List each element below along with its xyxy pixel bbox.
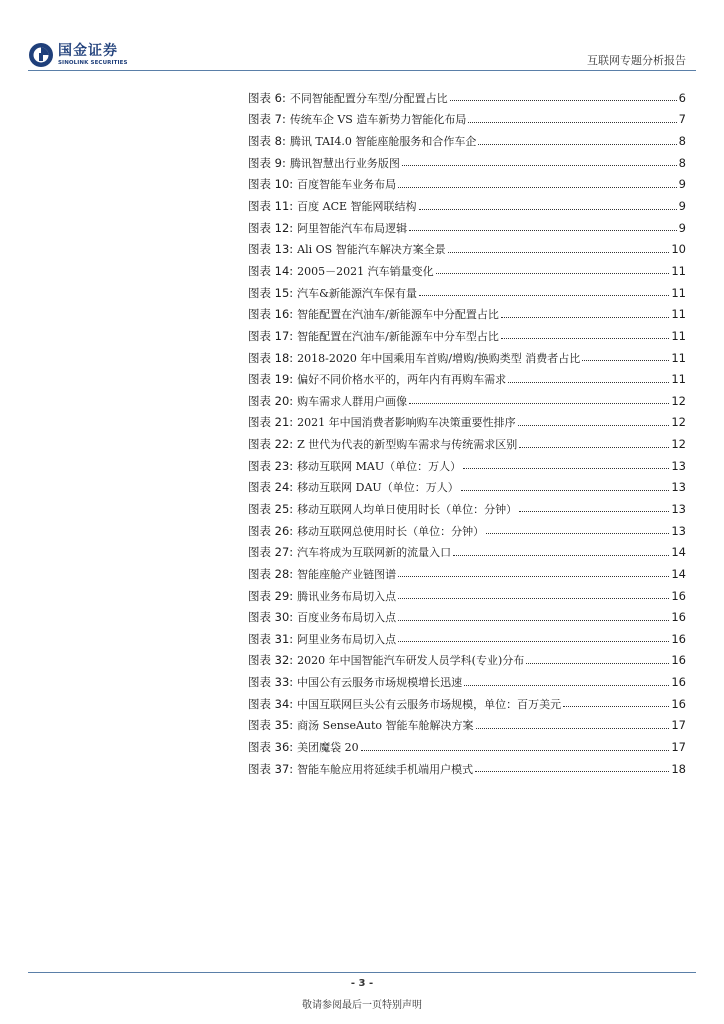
toc-entry-label: 图表 37: (248, 761, 294, 776)
toc-leader-dots (398, 576, 669, 577)
toc-leader-dots (501, 338, 669, 339)
toc-entry-label: 图表 6: (248, 90, 286, 105)
toc-entry-title: 腾讯智慧出行业务版图 (289, 156, 400, 170)
toc-entry-page: 9 (678, 177, 686, 192)
toc-entry[interactable] (248, 628, 686, 650)
toc-entry-page: 9 (678, 199, 686, 214)
toc-entry-label: 图表 32: (248, 653, 294, 668)
toc-leader-dots (419, 209, 677, 210)
toc-leader-dots (409, 403, 669, 404)
toc-leader-dots (398, 620, 669, 621)
toc-entry-label: 图表 8: (248, 134, 286, 149)
toc-entry[interactable] (248, 606, 686, 628)
toc-entry-page: 13 (671, 480, 686, 495)
toc-entry[interactable] (248, 520, 686, 542)
toc-leader-dots (563, 706, 669, 707)
toc-entry[interactable] (248, 282, 686, 304)
toc-entry[interactable] (248, 260, 686, 282)
toc-entry[interactable] (248, 174, 686, 196)
toc-entry-page: 14 (671, 566, 686, 581)
toc-entry-label: 图表 25: (248, 501, 294, 516)
toc-entry-title: 百度 ACE 智能网联结构 (297, 200, 417, 214)
toc-entry-page: 12 (671, 393, 686, 408)
toc-entry-page: 12 (671, 415, 686, 430)
disclaimer-note: 敬请参阅最后一页特别声明 (302, 1000, 422, 1011)
toc-entry-page: 12 (671, 437, 686, 452)
toc-entry[interactable] (248, 563, 686, 585)
toc-entry-page: 13 (671, 523, 686, 538)
toc-entry-label: 图表 16: (248, 307, 294, 322)
toc-entry-label: 图表 30: (248, 610, 294, 625)
toc-leader-dots (519, 511, 669, 512)
toc-leader-dots (508, 382, 669, 383)
toc-leader-dots (453, 555, 669, 556)
toc-entry-label: 图表 7: (248, 112, 286, 127)
toc-entry-page: 9 (678, 220, 686, 235)
toc-entry-title: 腾讯业务布局切入点 (297, 589, 397, 603)
toc-entry-title: 偏好不同价格水平的，两年内有再购车需求 (297, 373, 507, 387)
toc-entry[interactable] (248, 87, 686, 109)
toc-entry-page: 16 (671, 653, 686, 668)
toc-entry-label: 图表 11: (248, 199, 294, 214)
toc-leader-dots (448, 252, 670, 253)
toc-entry-label: 图表 13: (248, 242, 294, 257)
toc-entry-title: 不同智能配置分车型/分配置占比 (289, 91, 448, 105)
toc-entry-title: 中国公有云服务市场规模增长迅速 (297, 676, 463, 690)
toc-entry-page: 11 (671, 263, 686, 278)
toc-entry[interactable] (248, 152, 686, 174)
toc-entry-title: 汽车&新能源汽车保有量 (297, 286, 417, 300)
toc-entry[interactable] (248, 109, 686, 131)
toc-entry-label: 图表 22: (248, 437, 294, 452)
toc-entry-title: 商汤 SenseAuto 智能车舱解决方案 (297, 719, 474, 733)
toc-leader-dots (519, 447, 669, 448)
toc-entry-page: 7 (678, 112, 686, 127)
report-type: 互联网专题分析报告 (587, 54, 686, 67)
toc-entry[interactable] (248, 217, 686, 239)
brand-name-en: SINOLINK SECURITIES (58, 59, 128, 66)
toc-leader-dots (526, 663, 669, 664)
toc-entry-title: 阿里业务布局切入点 (297, 632, 397, 646)
toc-entry-title: 阿里智能汽车布局逻辑 (297, 221, 408, 235)
toc-entry-page: 16 (671, 588, 686, 603)
toc-entry-page: 17 (671, 740, 686, 755)
toc-entry-label: 图表 28: (248, 566, 294, 581)
toc-entry-label: 图表 9: (248, 155, 286, 170)
toc-entry-label: 图表 20: (248, 393, 294, 408)
toc-leader-dots (398, 598, 669, 599)
toc-entry-label: 图表 33: (248, 675, 294, 690)
toc-entry-page: 17 (671, 718, 686, 733)
toc-entry-title: 移动互联网 MAU（单位：万人） (297, 459, 462, 473)
toc-leader-dots (461, 490, 670, 491)
toc-entry-label: 图表 10: (248, 177, 294, 192)
toc-entry[interactable] (248, 498, 686, 520)
toc-leader-dots (464, 685, 669, 686)
toc-entry-page: 11 (671, 307, 686, 322)
toc-entry[interactable] (248, 671, 686, 693)
toc-entry[interactable] (248, 195, 686, 217)
toc-entry-label: 图表 21: (248, 415, 294, 430)
toc-entry-label: 图表 27: (248, 545, 294, 560)
toc-entry-label: 图表 17: (248, 328, 294, 343)
toc-entry-title: 移动互联网总使用时长（单位：分钟） (297, 524, 485, 538)
toc-entry-page: 10 (671, 242, 686, 257)
toc-entry-title: 2021 年中国消费者影响购车决策重要性排序 (297, 416, 516, 430)
toc-entry-title: 智能配置在汽油车/新能源车中分配置占比 (297, 308, 499, 322)
toc-entry-title: 腾讯 TAI4.0 智能座舱服务和合作车企 (289, 135, 477, 149)
toc-entry[interactable] (248, 455, 686, 477)
toc-entry[interactable] (248, 650, 686, 672)
footer-divider (28, 972, 696, 973)
toc-leader-dots (398, 187, 677, 188)
toc-leader-dots (518, 425, 670, 426)
toc-entry[interactable] (248, 347, 686, 369)
toc-leader-dots (409, 230, 677, 231)
toc-entry[interactable] (248, 325, 686, 347)
toc-entry[interactable] (248, 585, 686, 607)
toc-entry-page: 16 (671, 675, 686, 690)
toc-entry-page: 11 (671, 328, 686, 343)
toc-leader-dots (419, 295, 669, 296)
toc-entry-title: 百度智能车业务布局 (297, 178, 397, 192)
toc-entry-title: Z 世代为代表的新型购车需求与传统需求区别 (297, 438, 518, 452)
toc-entry-page: 8 (678, 155, 686, 170)
toc-entry-label: 图表 15: (248, 285, 294, 300)
toc-leader-dots (582, 360, 669, 361)
toc-entry-page: 14 (671, 545, 686, 560)
toc-entry-title: 移动互联网人均单日使用时长（单位：分钟） (297, 502, 518, 516)
toc-entry-label: 图表 24: (248, 480, 294, 495)
toc-entry-title: 2005－2021 汽车销量变化 (297, 264, 434, 278)
toc-leader-dots (361, 750, 670, 751)
toc-entry-label: 图表 36: (248, 740, 294, 755)
toc-entry[interactable] (248, 715, 686, 737)
toc-entry-title: 2018-2020 年中国乘用车首购/增购/换购类型 消费者占比 (297, 351, 581, 365)
toc-entry-title: Ali OS 智能汽车解决方案全景 (297, 243, 446, 257)
toc-leader-dots (398, 641, 669, 642)
figure-index-list (248, 87, 686, 780)
toc-entry-title: 智能配置在汽油车/新能源车中分车型占比 (297, 329, 499, 343)
toc-entry-title: 智能座舱产业链图谱 (297, 567, 397, 581)
toc-entry[interactable] (248, 238, 686, 260)
toc-entry-page: 6 (678, 90, 686, 105)
toc-entry-page: 13 (671, 501, 686, 516)
sinolink-logo-icon (28, 42, 54, 68)
toc-entry[interactable] (248, 433, 686, 455)
toc-entry-label: 图表 26: (248, 523, 294, 538)
toc-entry-title: 百度业务布局切入点 (297, 611, 397, 625)
toc-entry-label: 图表 23: (248, 458, 294, 473)
toc-entry-title: 智能车舱应用将延续手机端用户模式 (297, 762, 474, 776)
toc-entry-label: 图表 12: (248, 220, 294, 235)
brand-logo (28, 40, 128, 70)
page-number: - 3 - (350, 978, 374, 989)
toc-entry-label: 图表 18: (248, 350, 294, 365)
toc-entry[interactable] (248, 130, 686, 152)
toc-leader-dots (436, 273, 670, 274)
toc-entry-title: 传统车企 VS 造车新势力智能化布局 (289, 113, 467, 127)
toc-entry-title: 汽车将成为互联网新的流量入口 (297, 546, 452, 560)
page-header (0, 0, 724, 75)
toc-entry-page: 18 (671, 761, 686, 776)
toc-leader-dots (486, 533, 669, 534)
toc-entry-page: 13 (671, 458, 686, 473)
toc-entry[interactable] (248, 477, 686, 499)
toc-leader-dots (501, 317, 669, 318)
toc-entry[interactable] (248, 736, 686, 758)
toc-entry[interactable] (248, 368, 686, 390)
brand-name-cn: 国金证券 (58, 42, 118, 59)
toc-leader-dots (450, 100, 677, 101)
toc-entry[interactable] (248, 693, 686, 715)
toc-entry[interactable] (248, 412, 686, 434)
toc-entry-page: 11 (671, 285, 686, 300)
toc-entry-page: 11 (671, 350, 686, 365)
toc-entry-label: 图表 29: (248, 588, 294, 603)
toc-entry-page: 8 (678, 134, 686, 149)
toc-entry[interactable] (248, 541, 686, 563)
toc-entry-title: 移动互联网 DAU（单位：万人） (297, 481, 459, 495)
toc-leader-dots (402, 165, 677, 166)
toc-entry-label: 图表 34: (248, 696, 294, 711)
toc-entry[interactable] (248, 758, 686, 780)
toc-leader-dots (478, 144, 676, 145)
toc-leader-dots (475, 771, 669, 772)
toc-entry-page: 16 (671, 610, 686, 625)
toc-leader-dots (463, 468, 669, 469)
toc-entry-label: 图表 19: (248, 372, 294, 387)
toc-entry-label: 图表 14: (248, 263, 294, 278)
toc-entry-page: 16 (671, 631, 686, 646)
toc-entry-title: 购车需求人群用户画像 (297, 394, 408, 408)
toc-leader-dots (468, 122, 676, 123)
toc-entry-page: 11 (671, 372, 686, 387)
toc-entry-title: 中国互联网巨头公有云服务市场规模，单位：百万美元 (297, 697, 562, 711)
toc-entry-label: 图表 31: (248, 631, 294, 646)
toc-leader-dots (476, 728, 670, 729)
toc-entry-title: 美团魔袋 20 (297, 741, 359, 755)
toc-entry[interactable] (248, 390, 686, 412)
toc-entry[interactable] (248, 303, 686, 325)
toc-entry-title: 2020 年中国智能汽车研发人员学科(专业)分布 (297, 654, 525, 668)
toc-entry-page: 16 (671, 696, 686, 711)
toc-entry-label: 图表 35: (248, 718, 294, 733)
header-divider (28, 70, 696, 71)
